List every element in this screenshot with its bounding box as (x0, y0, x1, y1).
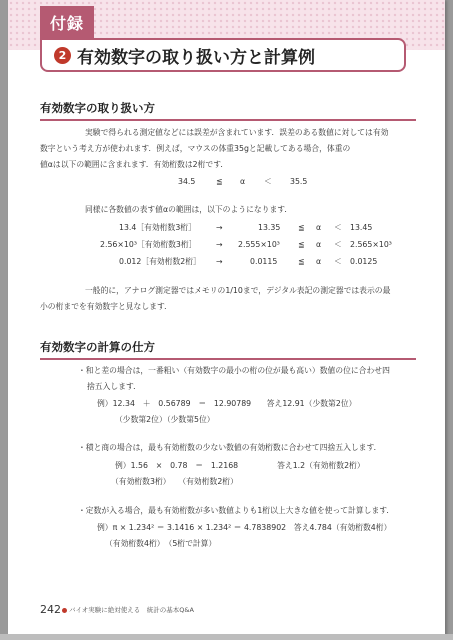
inequality-value: 34.5 (178, 177, 196, 186)
example-note: （少数第2位）（少数第5位） (115, 415, 215, 424)
paragraph-line: 値αは以下の範囲に含まれます．有効桁数は2桁です． (40, 160, 229, 169)
paragraph-line: 小の桁までを有効数字と見なします． (40, 302, 172, 311)
range-row-alpha: α (316, 223, 322, 232)
range-row-arrow: → (216, 257, 223, 266)
book-title: バイオ実験に絶対使える 統計の基本Q&A (69, 606, 194, 614)
range-row-arrow: → (216, 240, 223, 249)
rule-item: 捨五入します． (87, 382, 141, 391)
range-row-high: 0.0125 (350, 257, 378, 266)
paragraph-line: 同様に各数値の表す値αの範囲は，以下のようになります． (85, 205, 293, 214)
paragraph-line: 数字という考え方が使われます．例えば，マウスの体重35gと記載してある場合，体重の (40, 144, 351, 153)
example-line: 例）π × 1.234² ＝ 3.1416 × 1.234² ＝ 4.7838902 答え4.784（有効桁数4桁） (97, 523, 392, 532)
paragraph-line: 実験で得られる測定値などには誤差が含まれています．誤差のある数値に対しては有効 (85, 128, 389, 137)
range-row-alpha: α (316, 257, 322, 266)
range-row-alpha: α (316, 240, 322, 249)
example-line: 例）12.34 ＋ 0.56789 ＝ 12.90789 答え12.91（少数第2位） (97, 399, 357, 408)
section-heading-calculation: 有効数字の計算の仕方 (40, 339, 416, 360)
range-row-low: 13.35 (258, 223, 281, 232)
chapter-number-badge: 2 (54, 47, 71, 64)
example-line: 例）1.56 × 0.78 ＝ 1.2168 答え1.2（有効桁数2桁） (115, 461, 365, 470)
range-row-le: ≦ (298, 240, 305, 249)
range-row-le: ≦ (298, 223, 305, 232)
range-row-value: 0.012［有効桁数2桁］ (119, 257, 201, 266)
range-row-high: 2.565×10³ (350, 240, 392, 249)
range-row-arrow: → (216, 223, 223, 232)
range-row-le: ≦ (298, 257, 305, 266)
range-row-value: 13.4［有効桁数3桁］ (119, 223, 196, 232)
example-note: （有効桁数3桁） （有効桁数2桁） (111, 477, 238, 486)
inequality-symbol: ＜ (264, 177, 272, 186)
range-row-low: 2.555×10³ (238, 240, 280, 249)
document-page (8, 0, 445, 640)
range-row-lt: ＜ (334, 223, 342, 232)
appendix-tab: 付録 (40, 6, 94, 38)
inequality-symbol: ≦ (216, 177, 223, 186)
range-row-lt: ＜ (334, 240, 342, 249)
inequality-value: 35.5 (290, 177, 308, 186)
example-note: （有効桁数4桁） （5桁で計算） (105, 539, 217, 548)
section-heading-handling: 有効数字の取り扱い方 (40, 100, 416, 121)
page-title: 有効数字の取り扱い方と計算例 (77, 47, 315, 68)
paragraph-line: 一般的に，アナログ測定器ではメモリの1/10まで，デジタル表記の測定器では表示の最 (85, 286, 391, 295)
title-box (40, 38, 406, 72)
rule-item: ・定数が入る場合，最も有効桁数が多い数値よりも1桁以上大きな値を使って計算します． (78, 506, 395, 515)
page-number: 242 (40, 603, 61, 616)
rule-item: ・積と商の場合は，最も有効桁数の少ない数値の有効桁数に合わせて四捨五入します． (78, 443, 382, 452)
bottom-edge (0, 634, 453, 640)
range-row-lt: ＜ (334, 257, 342, 266)
range-row-high: 13.45 (350, 223, 373, 232)
rule-item: ・和と差の場合は，一番粗い（有効数字の最小の桁の位が最も高い）数値の位に合わせ四 (78, 366, 390, 375)
inequality-alpha: α (240, 177, 246, 186)
bullet-dot-icon (62, 608, 67, 613)
range-row-value: 2.56×10³［有効桁数3桁］ (100, 240, 197, 249)
range-row-low: 0.0115 (250, 257, 278, 266)
